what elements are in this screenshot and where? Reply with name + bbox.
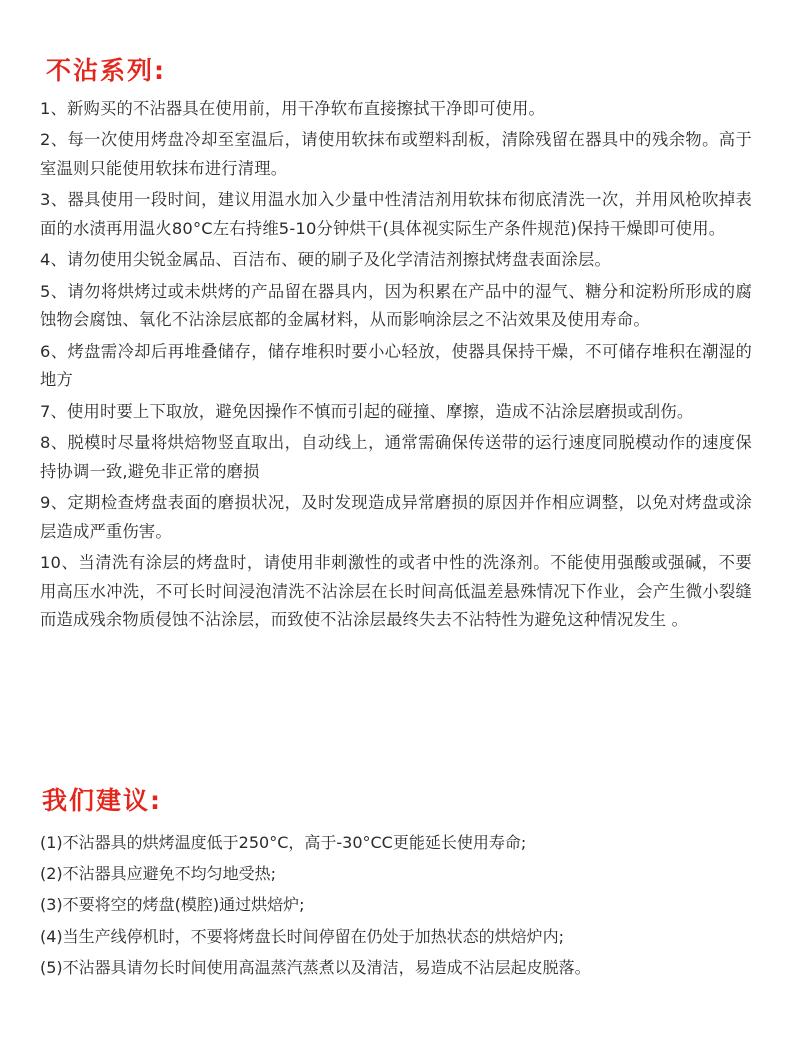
care-item: 10、当清洗有涂层的烤盘时，请使用非刺激性的或者中性的洗涤剂。不能使用强酸或强碱，不要用高压水冲洗，不可长时间浸泡清洗不沾涂层在长时间高低温差悬殊情况下作业，会产生微小裂缝而造成残余物质侵蚀不沾涂层，而致使不沾涂层最终失去不沾特性为避免这种情况发生 。 (40, 553, 752, 630)
care-item: 7、使用时要上下取放，避免因操作不慎而引起的碰撞、摩擦，造成不沾涂层磨损或刮伤。 (40, 401, 694, 421)
care-item: 1、新购买的不沾器具在使用前，用干净软布直接擦拭干净即可使用。 (40, 99, 545, 118)
recommendation-item: (5)不沾器具请勿长时间使用高温蒸汽蒸煮以及清洁，易造成不沾层起皮脱落。 (40, 957, 591, 977)
care-item: 9、定期检查烤盘表面的磨损状况，及时发现造成异常磨损的原因并作相应调整，以免对烤盘或涂层造成严重伤害。 (40, 493, 752, 541)
recommendations-list (40, 829, 752, 985)
recommendations-heading: 我们建议: (42, 786, 162, 815)
care-item: 3、器具使用一段时间，建议用温水加入少量中性清洁剂用软抹布彻底清洗一次，并用风枪吹掉表面的水渍再用温火80°C左右持维5-10分钟烘干(具体视实际生产条件规范)保持干燥即可使用。 (40, 190, 752, 238)
care-item: 5、请勿将烘烤过或未烘烤的产品留在器具内，因为积累在产品中的湿气、糖分和淀粉所形成的腐蚀物会腐蚀、氧化不沾涂层底都的金属材料，从而影响涂层之不沾效果及使用寿命。 (40, 281, 752, 330)
care-item: 2、每一次使用烤盘冷却至室温后，请使用软抹布或塑料刮板，清除残留在器具中的残余物。高于室温则只能使用软抹布进行清理。 (40, 130, 752, 178)
recommendation-item: (2)不沾器具应避免不均匀地受热; (40, 864, 277, 884)
recommendation-item: (3)不要将空的烤盘(模腔)通过烘焙炉; (40, 895, 305, 915)
recommendation-item: (4)当生产线停机时，不要将烤盘长时间停留在仍处于加热状态的烘焙炉内; (40, 926, 565, 946)
care-item: 4、请勿使用尖锐金属品、百洁布、硬的刷子及化学清洁剂擦拭烤盘表面涂层。 (40, 250, 611, 270)
nonstick-care-list (40, 95, 752, 638)
nonstick-series-heading: 不沾系列: (46, 56, 166, 85)
care-item: 6、烤盘需冷却后再堆叠储存，储存堆积时要小心轻放，使器具保持干燥，不可储存堆积在潮湿的地方 (40, 341, 752, 390)
recommendation-item: (1)不沾器具的烘烤温度低于250°C，高于-30°CC更能延长使用寿命; (40, 833, 527, 852)
care-item: 8、脱模时尽量将烘焙物竖直取出，自动线上，通常需确保传送带的运行速度同脱模动作的速度保持协调一致,避免非正常的磨损 (40, 433, 752, 481)
